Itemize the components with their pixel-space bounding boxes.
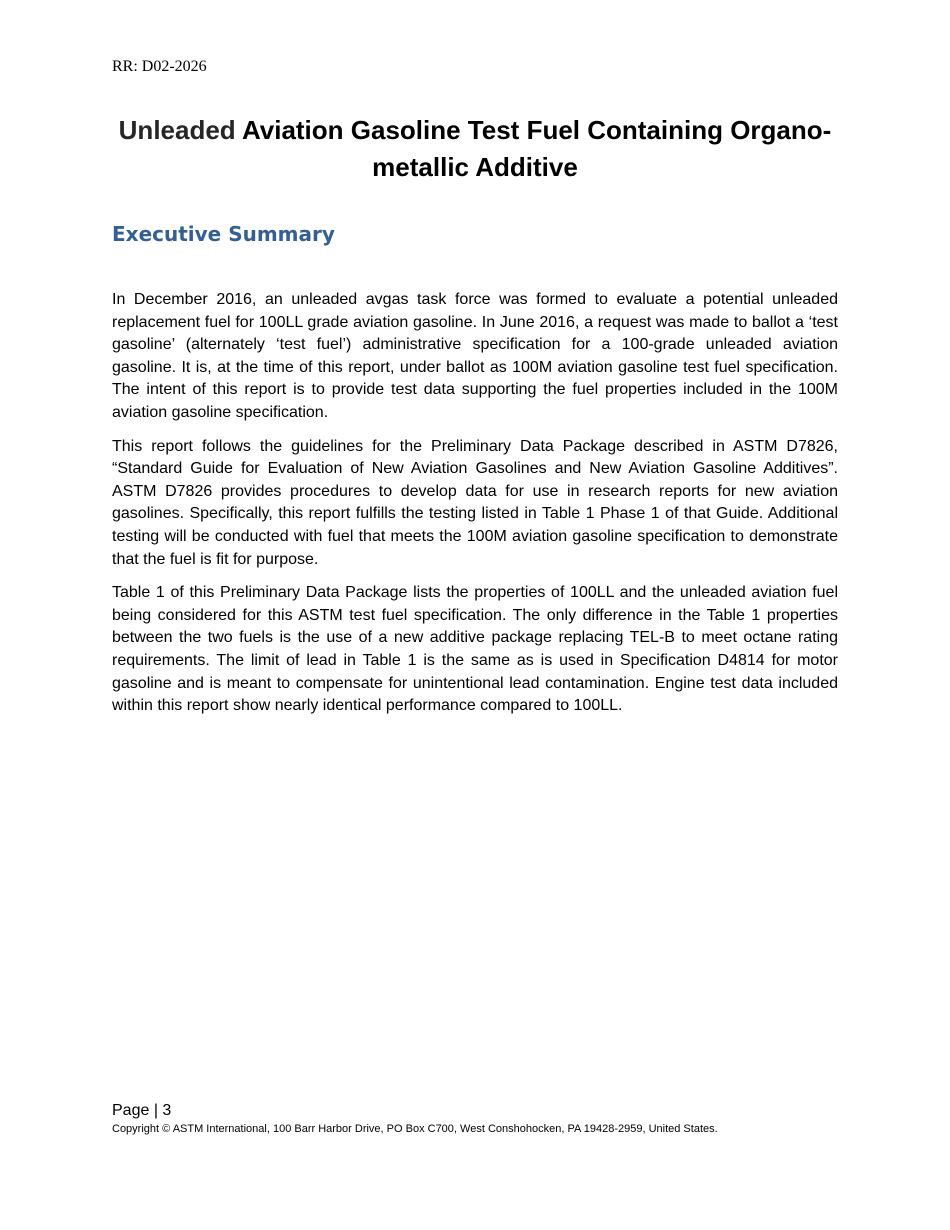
paragraph-1: In December 2016, an unleaded avgas task force was formed to evaluate a potential unleaded replacement fuel for 100LL grade aviation gasoline. In June 2016, a request was made to ballot a ‘test gasoline’ (alternately ‘test fuel’) administrative specification for a 100-grade unleaded aviation gasoline. It is, at the time of this report, under ballot as 100M aviation gasoline test fuel specification. The intent of this report is to provide test data supporting the fuel properties included in the 100M aviation gasoline specification. [112,291,838,421]
document-title [112,112,838,186]
body-text [112,289,838,729]
copyright-notice: Copyright © ASTM International, 100 Barr Harbor Drive, PO Box C700, West Conshohocken, PA 19428-2959, United States. [112,1123,718,1135]
paragraph-2: This report follows the guidelines for the Preliminary Data Package described in ASTM D7826, “Standard Guide for Evaluation of New Aviation Gasolines and New Aviation Gasoline Additives”. ASTM D7826 provides procedures to develop data for use in research reports for new aviation gasolines. Specifically, this report fulfills the testing listed in Table 1 Phase 1 of that Guide. Additional testing will be conducted with fuel that meets the 100M aviation gasoline specification to demonstrate that the fuel is fit for purpose. [112,437,838,568]
report-reference: RR: D02-2026 [112,58,207,75]
title-rest: Aviation Gasoline Test Fuel Containing Organo-metallic Additive [235,115,832,182]
page-number: Page | 3 [112,1102,172,1119]
section-heading: Executive Summary [112,222,335,246]
title-first-word: Unleaded [118,115,236,145]
paragraph-3: Table 1 of this Preliminary Data Package lists the properties of 100LL and the unleaded aviation fuel being considered for this ASTM test fuel specification. The only difference in the Table 1 properties between the two fuels is the use of a new additive package replacing TEL-B to meet octane rating requirements. The limit of lead in Table 1 is the same as is used in Specification D4814 for motor gasoline and is meant to compensate for unintentional lead contamination. Engine test data included within this report show nearly identical performance compared to 100LL. [112,584,838,715]
